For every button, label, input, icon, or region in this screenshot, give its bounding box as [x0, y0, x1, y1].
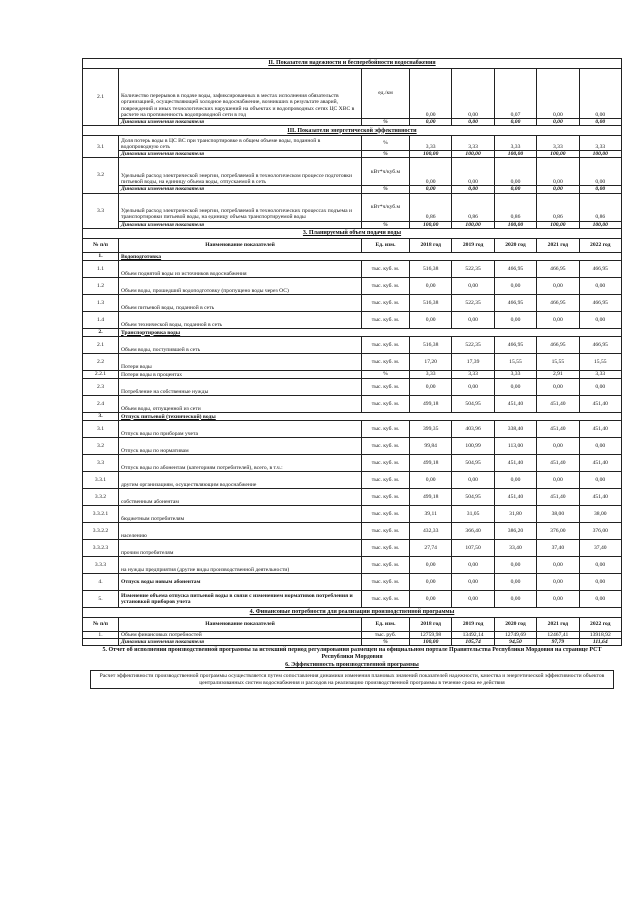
row-number: 2.2.1 [83, 370, 119, 378]
value-2020: 0,00 [494, 311, 536, 328]
dynamics-2021: 0,00 [537, 119, 579, 126]
value-2019: 504,95 [452, 395, 494, 412]
row-name: Потери воды [119, 353, 362, 370]
row-name: Доля потерь воды в ЦС ВС при транспортировке в общем объеме воды, поданной в водопроводную сеть [119, 136, 362, 151]
value-2019: 403,96 [452, 420, 494, 437]
row-unit: тыс. куб. м. [362, 488, 410, 505]
row-name: Отпуск воды по абонентам (категориям потребителей), всего, в т.ч.: [119, 454, 362, 471]
value-2019: 522,35 [452, 294, 494, 311]
row-name: Отпуск воды по нормативам [119, 437, 362, 454]
value-2019: 13492,14 [452, 631, 494, 638]
row-number: 2.4 [83, 395, 119, 412]
row-number: 5. [83, 590, 119, 607]
dynamics-2022: 100,00 [579, 151, 621, 158]
row-number: 3.3 [83, 193, 119, 228]
value-2022: 376,00 [579, 522, 621, 539]
value-2021: 0,00 [537, 378, 579, 395]
col-unit-header: Ед. изм. [362, 238, 410, 252]
row-unit: тыс. куб. м. [362, 556, 410, 573]
table-row [83, 471, 622, 488]
value-2022: 451,40 [579, 454, 621, 471]
dynamics-2020: 0,00 [494, 186, 536, 193]
dynamics-2022: 111,64 [579, 639, 621, 646]
row-name: Изменение объема отпуска питьевой воды в связи с изменением нормативов потребления и установкой приборов учета [119, 590, 362, 607]
value-2022: 0,00 [579, 158, 621, 186]
table-row [83, 412, 622, 420]
value-2022: 38,00 [579, 505, 621, 522]
section-title: III. Показатели энергетической эффективности [83, 126, 622, 136]
category-name: Транспортировка воды [119, 328, 622, 336]
dynamics-unit: % [362, 151, 410, 158]
value-2019: 522,35 [452, 336, 494, 353]
section-title: 4. Финансовые потребности для реализации производственной программы [83, 607, 622, 617]
table-row [83, 437, 622, 454]
value-2021: 466,95 [537, 260, 579, 277]
value-2019: 0,00 [452, 471, 494, 488]
dynamics-2020: 100,00 [494, 151, 536, 158]
dynamics-2022: 100,00 [579, 221, 621, 228]
row-number: 3.3.2.1 [83, 505, 119, 522]
row-unit: тыс. куб. м. [362, 294, 410, 311]
dynamics-2018: 100,00 [410, 151, 452, 158]
row-number: 1. [83, 631, 119, 638]
value-2022: 0,00 [579, 590, 621, 607]
value-2019: 0,00 [452, 158, 494, 186]
row-unit: тыс. куб. м. [362, 573, 410, 590]
value-2019: 0,00 [452, 311, 494, 328]
row-number: 3.2 [83, 437, 119, 454]
row-unit: % [362, 136, 410, 151]
row-number: 3.3.2 [83, 488, 119, 505]
dynamics-2019: 100,00 [452, 221, 494, 228]
value-2020: 12749,69 [494, 631, 536, 638]
dynamics-2022: 0,00 [579, 119, 621, 126]
row-name: Потери воды в процентах [119, 370, 362, 378]
value-2020: 451,40 [494, 488, 536, 505]
value-2022: 0,00 [579, 573, 621, 590]
row-unit: тыс. куб. м. [362, 353, 410, 370]
dynamics-2018: 0,00 [410, 186, 452, 193]
dynamics-2018: 100,00 [410, 221, 452, 228]
value-2018: 3,33 [410, 136, 452, 151]
dynamics-2021: 97,79 [537, 639, 579, 646]
row-number: 3.3.1 [83, 471, 119, 488]
row-name: на нужды предприятия (другие виды производственной деятельности) [119, 556, 362, 573]
table-row [83, 573, 622, 590]
value-2018: 0,00 [410, 556, 452, 573]
row-unit: тыс. куб. м. [362, 260, 410, 277]
row-number: 3.1 [83, 420, 119, 437]
row-unit: ед./км [362, 69, 410, 119]
row-name: Объем воды, прошедший водоподготовку (пропущено воды через ОС) [119, 277, 362, 294]
col-year-header: 2021 год [537, 238, 579, 252]
value-2021: 0,00 [537, 556, 579, 573]
table-row [83, 378, 622, 395]
value-2022: 0,00 [579, 277, 621, 294]
value-2020: 466,95 [494, 294, 536, 311]
table-row [83, 353, 622, 370]
value-2022: 3,33 [579, 370, 621, 378]
row-name: Объем финансовых потребностей [119, 631, 362, 638]
table-row [83, 539, 622, 556]
section-title: II. Показатели надежности и бесперебойности водоснабжения [83, 59, 622, 69]
row-number: 1. [83, 252, 119, 260]
value-2018: 39,11 [410, 505, 452, 522]
value-2019: 17,39 [452, 353, 494, 370]
value-2021: 451,40 [537, 420, 579, 437]
planned-volume-table [82, 228, 622, 608]
section-title: 3. Планируемый объем подачи воды [83, 228, 622, 238]
table-row [83, 590, 622, 607]
table-row [83, 311, 622, 328]
value-2019: 0,00 [452, 556, 494, 573]
col-unit-header: Ед. изм. [362, 617, 410, 631]
row-number: 3.3 [83, 454, 119, 471]
table-row [83, 395, 622, 412]
value-2020: 0,00 [494, 471, 536, 488]
row-number: 2.1 [83, 69, 119, 126]
row-name: Отпуск воды по приборам учета [119, 420, 362, 437]
value-2021: 376,00 [537, 522, 579, 539]
value-2019: 31,05 [452, 505, 494, 522]
value-2021: 3,33 [537, 136, 579, 151]
col-num-header: № п/п [83, 617, 119, 631]
value-2021: 37,40 [537, 539, 579, 556]
value-2022: 0,86 [579, 193, 621, 221]
value-2018: 0,00 [410, 573, 452, 590]
dynamics-2021: 100,00 [537, 151, 579, 158]
value-2019: 3,33 [452, 136, 494, 151]
row-number: 4. [83, 573, 119, 590]
row-name: Объем поднятой воды из источников водоснабжения [119, 260, 362, 277]
value-2018: 0,00 [410, 311, 452, 328]
value-2019: 522,35 [452, 260, 494, 277]
col-year-header: 2020 год [494, 617, 536, 631]
row-name: другим организациям, осуществляющим водоснабжение [119, 471, 362, 488]
value-2021: 12467,41 [537, 631, 579, 638]
value-2022: 15,55 [579, 353, 621, 370]
value-2022: 466,95 [579, 336, 621, 353]
row-name: населению [119, 522, 362, 539]
value-2018: 99,84 [410, 437, 452, 454]
value-2022: 0,00 [579, 437, 621, 454]
row-unit: тыс. куб. м. [362, 454, 410, 471]
document-sheet [82, 58, 622, 689]
value-2019: 504,95 [452, 454, 494, 471]
value-2020: 386,20 [494, 522, 536, 539]
dynamics-2020: 100,00 [494, 221, 536, 228]
value-2021: 451,40 [537, 454, 579, 471]
value-2020: 15,55 [494, 353, 536, 370]
dynamics-unit: % [362, 186, 410, 193]
row-unit: тыс. куб. м. [362, 505, 410, 522]
value-2020: 451,40 [494, 395, 536, 412]
value-2020: 466,95 [494, 336, 536, 353]
table-row [83, 420, 622, 437]
row-number: 1.3 [83, 294, 119, 311]
value-2018: 516,38 [410, 336, 452, 353]
value-2021: 0,86 [537, 193, 579, 221]
value-2022: 0,00 [579, 471, 621, 488]
row-name: Отпуск воды новым абонентам [119, 573, 362, 590]
row-name: Объем питьевой воды, поданной в сеть [119, 294, 362, 311]
row-name: Объем воды, отпущенной из сети [119, 395, 362, 412]
dynamics-2019: 0,00 [452, 186, 494, 193]
row-name: собственным абонентам [119, 488, 362, 505]
value-2020: 0,00 [494, 590, 536, 607]
value-2021: 0,00 [537, 471, 579, 488]
value-2021: 0,00 [537, 437, 579, 454]
value-2021: 38,00 [537, 505, 579, 522]
row-number: 3.3.3 [83, 556, 119, 573]
dynamics-2018: 100,00 [410, 639, 452, 646]
value-2018: 12759,98 [410, 631, 452, 638]
row-name: прочим потребителям [119, 539, 362, 556]
dynamics-unit: % [362, 119, 410, 126]
dynamics-2022: 0,00 [579, 186, 621, 193]
value-2018: 516,38 [410, 294, 452, 311]
row-number: 2. [83, 328, 119, 336]
row-number: 3.3.2.3 [83, 539, 119, 556]
value-2018: 399,35 [410, 420, 452, 437]
value-2022: 451,40 [579, 420, 621, 437]
value-2020: 3,33 [494, 136, 536, 151]
value-2020: 113,00 [494, 437, 536, 454]
value-2022: 466,95 [579, 260, 621, 277]
row-name: Объем воды, поступившей в сеть [119, 336, 362, 353]
value-2020: 466,95 [494, 260, 536, 277]
dynamics-2020: 0,00 [494, 119, 536, 126]
table-row [83, 454, 622, 471]
value-2020: 0,00 [494, 277, 536, 294]
row-number: 1.2 [83, 277, 119, 294]
table-row [83, 294, 622, 311]
table-row [83, 277, 622, 294]
value-2020: 33,40 [494, 539, 536, 556]
value-2019: 0,00 [452, 573, 494, 590]
value-2019: 0,00 [452, 378, 494, 395]
value-2020: 3,33 [494, 370, 536, 378]
value-2022: 466,95 [579, 294, 621, 311]
report-note: 5. Отчет об исполнении производственной программы за истекший период регулирования размещен на официальном портале Правительства Республики Мордовия на странице РСТ Республики Мордовия [102, 647, 602, 661]
row-number: 2.3 [83, 378, 119, 395]
row-name: бюджетным потребителям [119, 505, 362, 522]
row-unit: кВт*ч/куб.м [362, 193, 410, 221]
dynamics-unit: % [362, 221, 410, 228]
efficiency-text: Расчет эффективности производственной программы осуществляется путем сопоставления динамики изменения плановых значений показателей надежности, качества и энергетической эффективности объектов централизованных систем водоснабжения и расходов на реализацию производственной программы в течение срока ее действия [90, 670, 614, 689]
value-2021: 15,55 [537, 353, 579, 370]
col-num-header: № п/п [83, 238, 119, 252]
row-unit: тыс. куб. м. [362, 336, 410, 353]
dynamics-label: Динамика изменения показателя [119, 151, 362, 158]
value-2018: 499,18 [410, 488, 452, 505]
row-number: 1.4 [83, 311, 119, 328]
value-2020: 0,00 [494, 158, 536, 186]
value-2021: 466,95 [537, 336, 579, 353]
table-row [83, 336, 622, 353]
col-year-header: 2021 год [537, 617, 579, 631]
dynamics-2019: 0,00 [452, 119, 494, 126]
value-2019: 107,50 [452, 539, 494, 556]
value-2021: 0,00 [537, 158, 579, 186]
value-2019: 504,95 [452, 488, 494, 505]
row-unit: тыс. куб. м. [362, 522, 410, 539]
row-unit: тыс. куб. м. [362, 395, 410, 412]
value-2022: 451,40 [579, 395, 621, 412]
value-2020: 0,00 [494, 573, 536, 590]
dynamics-2019: 100,00 [452, 151, 494, 158]
value-2020: 0,00 [494, 556, 536, 573]
value-2022: 0,00 [579, 556, 621, 573]
value-2019: 3,33 [452, 370, 494, 378]
row-unit: тыс. куб. м. [362, 471, 410, 488]
row-unit: тыс. куб. м. [362, 539, 410, 556]
table-row [83, 260, 622, 277]
value-2019: 0,00 [452, 590, 494, 607]
value-2021: 451,40 [537, 395, 579, 412]
row-unit: тыс. куб. м. [362, 420, 410, 437]
dynamics-label: Динамика изменения показателя [119, 221, 362, 228]
value-2021: 0,00 [537, 69, 579, 119]
reliability-table [82, 58, 622, 229]
value-2020: 451,40 [494, 454, 536, 471]
efficiency-title: 6. Эффективность производственной программы [285, 662, 419, 669]
col-name-header: Наименование показателей [119, 617, 362, 631]
row-number: 3. [83, 412, 119, 420]
value-2018: 432,33 [410, 522, 452, 539]
value-2021: 2,91 [537, 370, 579, 378]
value-2018: 0,00 [410, 69, 452, 119]
col-year-header: 2020 год [494, 238, 536, 252]
row-name: Удельный расход электрической энергии, потребляемой в технологических процессах подъема и транспортировки питьевой воды, на единицу объема транспортируемой воды [119, 193, 362, 221]
table-row [83, 556, 622, 573]
value-2018: 27,74 [410, 539, 452, 556]
value-2022: 0,00 [579, 69, 621, 119]
value-2022: 0,00 [579, 311, 621, 328]
table-row [83, 522, 622, 539]
row-name: Количество перерывов в подаче воды, зафиксированных в местах исполнения обязательств организацией, осуществляющей холодное водоснабжение, возникших в результате аварий, повреждений и иных технологических нарушений на объектах и водопроводных сетях ЦС ХВС в расчете на протяженность водопроводной сети в год [119, 69, 362, 119]
dynamics-label: Динамика изменения показателя [119, 119, 362, 126]
col-year-header: 2018 год [410, 238, 452, 252]
row-name: Удельный расход электрической энергии, потребляемой в технологическом процессе подготовки питьевой воды, на единицу объема воды, отпускаемой в сеть [119, 158, 362, 186]
value-2021: 466,95 [537, 294, 579, 311]
dynamics-2019: 105,74 [452, 639, 494, 646]
row-unit: тыс. куб. м. [362, 437, 410, 454]
dynamics-label: Динамика изменения показателя [119, 186, 362, 193]
row-number: 1.1 [83, 260, 119, 277]
value-2018: 3,33 [410, 370, 452, 378]
value-2018: 0,00 [410, 590, 452, 607]
category-name: Отпуск питьевой (технической) воды [119, 412, 622, 420]
value-2019: 0,00 [452, 277, 494, 294]
value-2019: 100,99 [452, 437, 494, 454]
col-year-header: 2019 год [452, 617, 494, 631]
row-unit: кВт*ч/куб.м [362, 158, 410, 186]
value-2021: 451,40 [537, 488, 579, 505]
row-number: 3.3.2.2 [83, 522, 119, 539]
value-2022: 451,40 [579, 488, 621, 505]
table-row [83, 505, 622, 522]
value-2019: 366,40 [452, 522, 494, 539]
value-2019: 0,00 [452, 69, 494, 119]
value-2022: 13918,92 [579, 631, 621, 638]
value-2020: 31,80 [494, 505, 536, 522]
row-number: 3.1 [83, 136, 119, 158]
category-name: Водоподготовка [119, 252, 622, 260]
row-unit: тыс. руб. [362, 631, 410, 638]
value-2018: 17,20 [410, 353, 452, 370]
financial-needs-table [82, 607, 622, 646]
dynamics-2020: 94,50 [494, 639, 536, 646]
col-year-header: 2018 год [410, 617, 452, 631]
value-2022: 37,40 [579, 539, 621, 556]
row-number: 2.1 [83, 336, 119, 353]
value-2018: 516,38 [410, 260, 452, 277]
value-2021: 0,00 [537, 573, 579, 590]
col-year-header: 2019 год [452, 238, 494, 252]
value-2019: 0,86 [452, 193, 494, 221]
row-unit: % [362, 370, 410, 378]
value-2020: 0,07 [494, 69, 536, 119]
dynamics-unit: % [362, 639, 410, 646]
value-2018: 499,18 [410, 454, 452, 471]
value-2022: 0,00 [579, 378, 621, 395]
value-2018: 0,00 [410, 158, 452, 186]
dynamics-2018: 0,00 [410, 119, 452, 126]
value-2020: 338,40 [494, 420, 536, 437]
col-name-header: Наименование показателей [119, 238, 362, 252]
value-2021: 0,00 [537, 311, 579, 328]
table-row [83, 252, 622, 260]
value-2020: 0,00 [494, 378, 536, 395]
table-row [83, 328, 622, 336]
value-2018: 0,00 [410, 471, 452, 488]
dynamics-2021: 0,00 [537, 186, 579, 193]
value-2021: 0,00 [537, 590, 579, 607]
row-number: 3.2 [83, 158, 119, 193]
row-unit: тыс. куб. м. [362, 311, 410, 328]
row-name: Потребление на собственные нужды [119, 378, 362, 395]
value-2018: 0,00 [410, 378, 452, 395]
value-2018: 499,18 [410, 395, 452, 412]
row-number: 2.2 [83, 353, 119, 370]
value-2018: 0,86 [410, 193, 452, 221]
table-row [83, 370, 622, 378]
row-unit: тыс. куб. м. [362, 277, 410, 294]
row-name: Объем технической воды, поданной в сеть [119, 311, 362, 328]
dynamics-label: Динамика изменения показателя [119, 639, 362, 646]
row-unit: тыс. куб. м. [362, 590, 410, 607]
value-2020: 0,86 [494, 193, 536, 221]
planned-volume-body [83, 252, 622, 607]
row-unit: тыс. куб. м. [362, 378, 410, 395]
value-2021: 0,00 [537, 277, 579, 294]
col-year-header: 2022 год [579, 617, 621, 631]
table-row [83, 488, 622, 505]
dynamics-2021: 100,00 [537, 221, 579, 228]
col-year-header: 2022 год [579, 238, 621, 252]
value-2022: 3,33 [579, 136, 621, 151]
value-2018: 0,00 [410, 277, 452, 294]
